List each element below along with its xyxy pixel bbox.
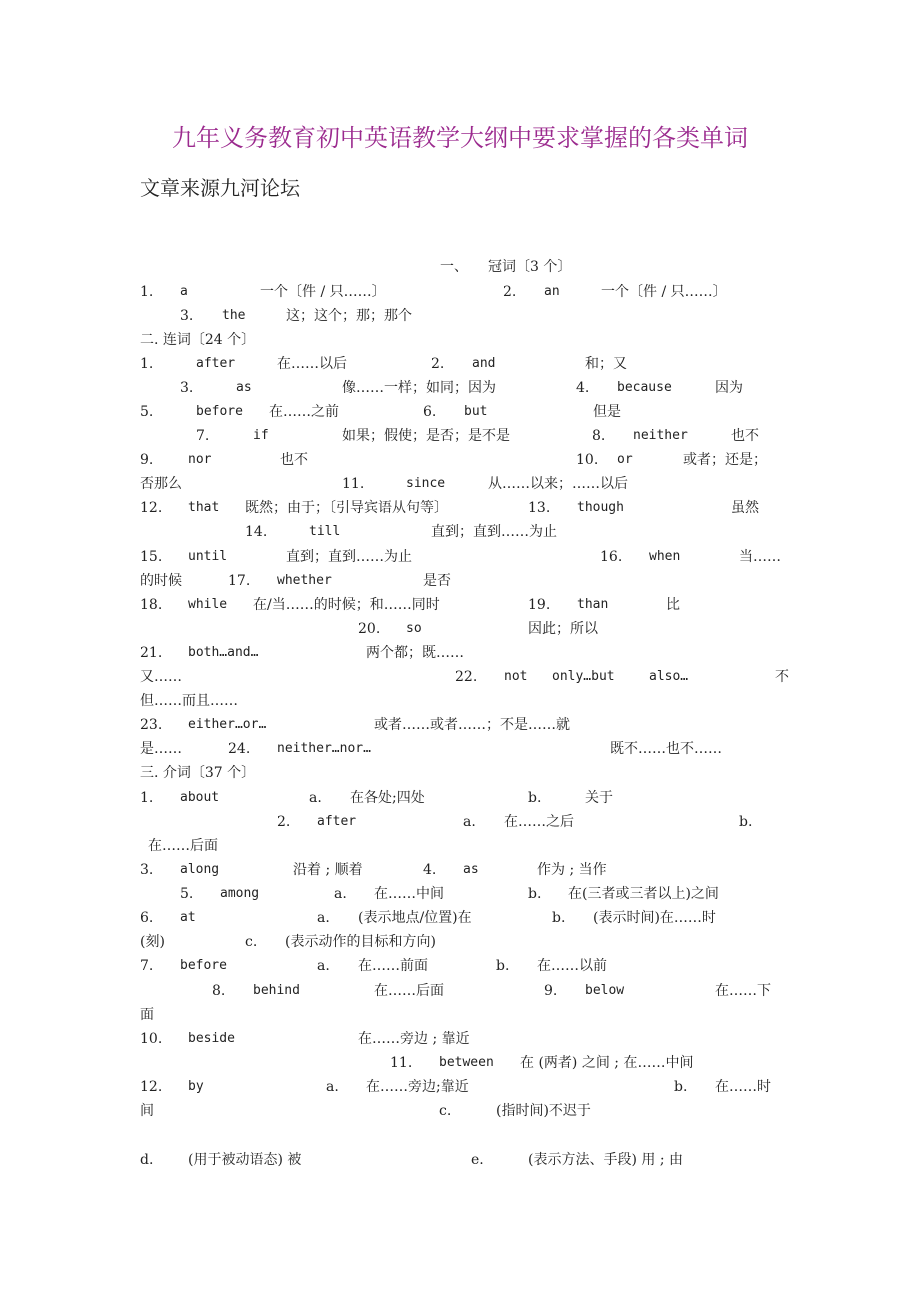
line-text: 作为 ; 当作	[537, 862, 607, 878]
line-text: 在……时	[715, 1079, 771, 1095]
line-text: 既不……也不……	[610, 741, 722, 757]
line-text: an	[544, 284, 560, 299]
line-text: c.	[245, 934, 258, 950]
line-text: 5.	[180, 886, 194, 902]
line-text: a.	[317, 958, 330, 974]
line-text: 在……旁边;靠近	[366, 1079, 469, 1095]
line-text: 8.	[592, 428, 606, 444]
line-text: 24.	[228, 741, 251, 757]
line-text: 23.	[140, 717, 163, 733]
line-text: only…but	[552, 669, 615, 684]
line-text: b.	[552, 910, 566, 926]
line-text: that	[188, 500, 220, 515]
line-text: 1.	[140, 284, 154, 300]
line-text: 11.	[390, 1055, 413, 1071]
line-text: 比	[666, 597, 680, 613]
line-text: 沿着 ; 顺着	[293, 862, 363, 878]
line-text: 15.	[140, 549, 163, 565]
line-text: though	[577, 500, 624, 515]
line-text: 11.	[342, 476, 365, 492]
line-text: d.	[140, 1152, 154, 1168]
line-text: below	[585, 983, 625, 998]
line-text: since	[406, 476, 446, 491]
line-text: whether	[277, 573, 332, 588]
line-text: behind	[253, 983, 300, 998]
line-text: 在……之前	[269, 404, 339, 420]
line-text: 因为	[715, 380, 743, 396]
line-text: 在/当……的时候；和……同时	[253, 597, 440, 613]
line-text: when	[649, 549, 681, 564]
line-text: b.	[496, 958, 510, 974]
line-text: 关于	[585, 790, 613, 806]
line-text: 21.	[140, 645, 163, 661]
line-text: 虽然	[731, 500, 759, 516]
line-text: 或者；还是；	[683, 452, 767, 468]
line-text: as	[463, 862, 479, 877]
line-text: the	[222, 308, 246, 323]
line-text: 在(三者或三者以上)之间	[568, 886, 719, 902]
line-text: by	[188, 1079, 204, 1094]
line-text: after	[317, 814, 357, 829]
line-text: a.	[317, 910, 330, 926]
line-text: (表示地点/位置)在	[358, 910, 472, 926]
line-text: at	[180, 910, 196, 925]
line-text: 12.	[140, 1079, 163, 1095]
line-text: till	[309, 524, 341, 539]
line-text: 冠词〔3 个〕	[488, 259, 572, 275]
line-text: 一、	[440, 259, 468, 275]
line-text: 又……	[140, 669, 182, 685]
line-text: 因此；所以	[528, 621, 598, 637]
line-text: 一个〔件 / 只……〕	[601, 284, 727, 300]
line-text: 6.	[423, 404, 437, 420]
line-text: so	[406, 621, 422, 636]
line-text: (表示时间)在……时	[593, 910, 716, 926]
line-text: before	[196, 404, 243, 419]
line-text: 13.	[528, 500, 551, 516]
line-text: 2.	[277, 814, 291, 830]
line-text: 两个都；既……	[366, 645, 464, 661]
line-text: 4.	[423, 862, 437, 878]
line-text: c.	[439, 1103, 452, 1119]
line-text: 7.	[196, 428, 210, 444]
line-text: 8.	[212, 983, 226, 999]
line-text: 20.	[358, 621, 381, 637]
line-text: than	[577, 597, 609, 612]
line-text: 6.	[140, 910, 154, 926]
line-text: 和；又	[585, 356, 627, 372]
line-text: 3.	[140, 862, 154, 878]
line-text: 10.	[140, 1031, 163, 1047]
line-text: 既然；由于；〔引导宾语从句等〕	[245, 500, 448, 516]
line-text: 9.	[544, 983, 558, 999]
line-text: (用于被动语态) 被	[188, 1152, 302, 1168]
line-text: (指时间)不迟于	[496, 1103, 591, 1119]
line-text: 二. 连词〔24 个〕	[140, 332, 256, 348]
line-text: until	[188, 549, 228, 564]
line-text: 是……	[140, 741, 182, 757]
line-text: nor	[188, 452, 212, 467]
line-text: 在各处;四处	[350, 790, 425, 806]
line-text: 在 (两者) 之间 ; 在……中间	[520, 1055, 694, 1071]
line-text: (表示动作的目标和方向)	[285, 934, 436, 950]
line-text: 但……而且……	[140, 693, 238, 709]
line-text: a.	[309, 790, 322, 806]
line-text: 三. 介词〔37 个〕	[140, 765, 256, 781]
line-text: 一个〔件 / 只……〕	[260, 284, 386, 300]
line-text: 2.	[431, 356, 445, 372]
line-text: 在……后面	[374, 983, 444, 999]
line-text: while	[188, 597, 228, 612]
line-text: 当……	[739, 549, 781, 565]
line-text: neither…nor…	[277, 741, 371, 756]
line-text: 在……之后	[504, 814, 574, 830]
line-text: b.	[528, 790, 542, 806]
source-line: 文章来源九河论坛	[140, 176, 300, 200]
line-text: 否那么	[140, 476, 182, 492]
line-text: 17.	[228, 573, 251, 589]
line-text: b.	[528, 886, 542, 902]
line-text: 1.	[140, 790, 154, 806]
line-text: 在……下	[715, 983, 771, 999]
line-text: neither	[633, 428, 688, 443]
page-title: 九年义务教育初中英语教学大纲中要求掌握的各类单词	[172, 124, 748, 152]
line-text: 也不	[280, 452, 308, 468]
line-text: 直到；直到……为止	[286, 549, 412, 565]
line-text: about	[180, 790, 220, 805]
line-text: as	[236, 380, 252, 395]
line-text: along	[180, 862, 220, 877]
line-text: 16.	[600, 549, 623, 565]
line-text: 但是	[593, 404, 621, 420]
line-text: before	[180, 958, 227, 973]
line-text: 直到；直到……为止	[431, 524, 557, 540]
line-text: 这；这个；那；那个	[286, 308, 412, 324]
line-text: 4.	[576, 380, 590, 396]
line-text: if	[253, 428, 269, 443]
line-text: 10.	[576, 452, 599, 468]
line-text: either…or…	[188, 717, 267, 732]
line-text: 的时候	[140, 573, 182, 589]
line-text: among	[220, 886, 260, 901]
line-text: 9.	[140, 452, 154, 468]
line-text: 14.	[245, 524, 268, 540]
line-text: between	[439, 1055, 494, 1070]
line-text: 在……中间	[374, 886, 444, 902]
line-text: 面	[140, 1007, 154, 1023]
line-text: e.	[471, 1152, 484, 1168]
line-text: 12.	[140, 500, 163, 516]
line-text: 从……以来；……以后	[488, 476, 628, 492]
line-text: a	[180, 284, 188, 299]
line-text: 3.	[180, 380, 194, 396]
line-text: 22.	[455, 669, 478, 685]
line-text: 1.	[140, 356, 154, 372]
line-text: both…and…	[188, 645, 259, 660]
line-text: because	[617, 380, 672, 395]
line-text: (刻)	[140, 934, 165, 950]
line-text: 2.	[503, 284, 517, 300]
line-text: 在……后面	[148, 838, 218, 854]
line-text: 也不	[731, 428, 759, 444]
line-text: 如果；假使；是否；是不是	[342, 428, 510, 444]
line-text: a.	[463, 814, 476, 830]
line-text: 18.	[140, 597, 163, 613]
line-text: 在……以前	[537, 958, 607, 974]
line-text: a.	[326, 1079, 339, 1095]
line-text: beside	[188, 1031, 235, 1046]
line-text: and	[472, 356, 496, 371]
line-text: or	[617, 452, 633, 467]
line-text: but	[464, 404, 488, 419]
line-text: 间	[140, 1103, 154, 1119]
line-text: after	[196, 356, 236, 371]
line-text: 或者……或者……；不是……就	[374, 717, 570, 733]
line-text: (表示方法、手段) 用 ; 由	[528, 1152, 683, 1168]
line-text: 5.	[140, 404, 154, 420]
line-text: 7.	[140, 958, 154, 974]
line-text: 像……一样；如同；因为	[342, 380, 496, 396]
line-text: 19.	[528, 597, 551, 613]
line-text: also…	[649, 669, 689, 684]
line-text: 在……旁边 ; 靠近	[358, 1031, 470, 1047]
line-text: 是否	[423, 573, 451, 589]
line-text: 不	[775, 669, 789, 685]
line-text: a.	[334, 886, 347, 902]
line-text: 在……前面	[358, 958, 428, 974]
line-text: b.	[739, 814, 753, 830]
line-text: 3.	[180, 308, 194, 324]
line-text: not	[504, 669, 528, 684]
line-text: b.	[674, 1079, 688, 1095]
line-text: 在……以后	[277, 356, 347, 372]
